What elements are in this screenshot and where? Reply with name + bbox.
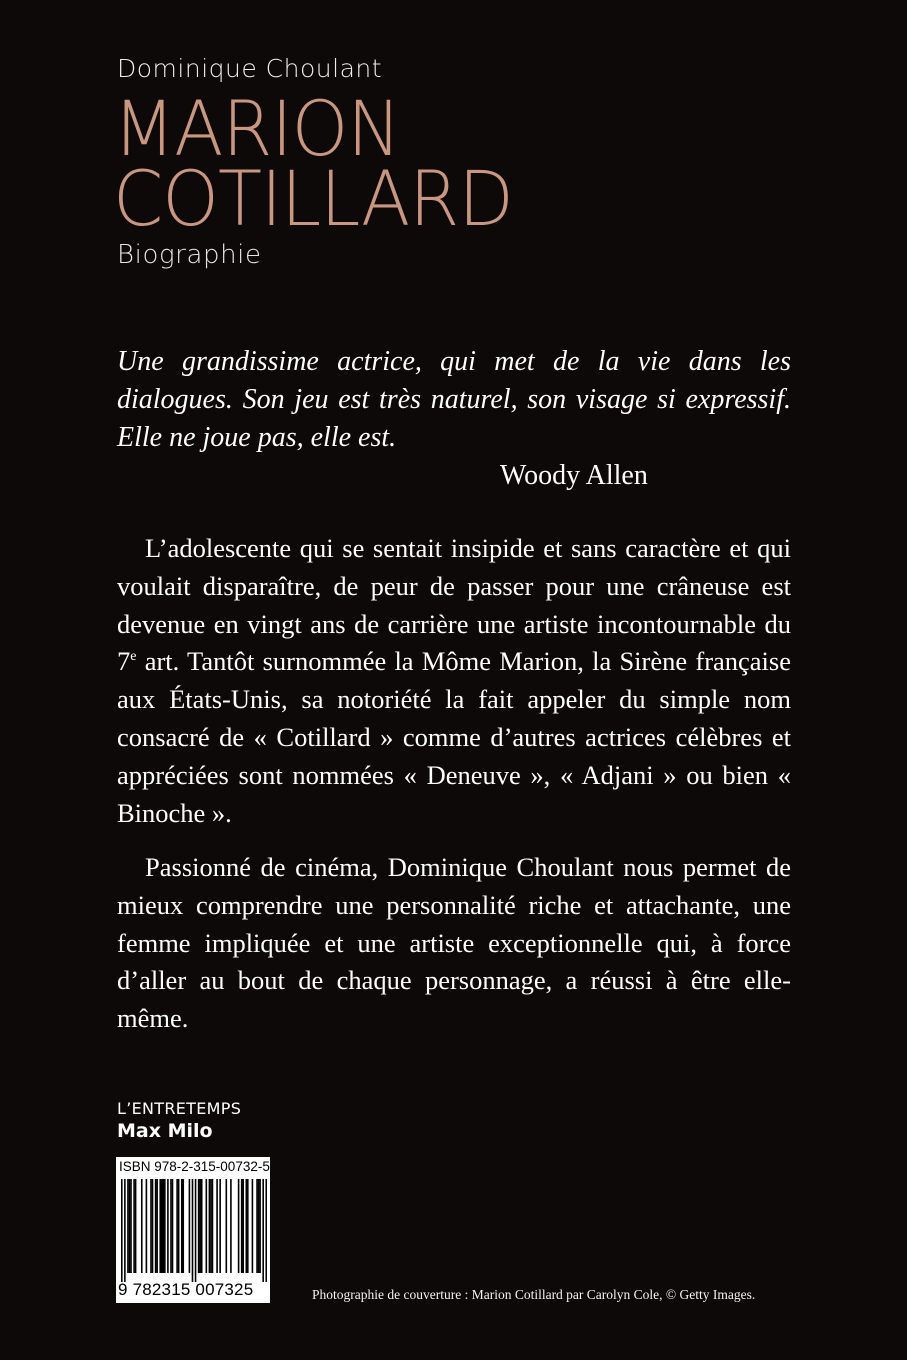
barcode-bar [242,1179,244,1273]
barcode-bar [226,1179,228,1273]
barcode-bar [176,1179,178,1273]
ean-digits: 9 782315 007325 [118,1280,254,1299]
barcode-bar [210,1179,212,1273]
barcode-bar [219,1179,221,1273]
barcode-bar [216,1179,218,1273]
barcode-bar [245,1179,247,1273]
barcode-bar [133,1179,135,1273]
barcode-bar [127,1179,129,1273]
barcode-bar [238,1179,240,1273]
barcode-bar [247,1179,249,1273]
barcode-bar [146,1179,148,1273]
barcode-bar [189,1179,191,1273]
publisher-name: Max Milo [117,1120,213,1142]
blurb-paragraph-2: Passionné de cinéma, Dominique Choulant nous permet de mieux comprendre une personnalité riche et attachante, une femme impliquée et une artiste exceptionnelle qui, à force d’aller au bout de chaque personnage, a réussi à être elle-même. [117,852,791,1034]
imprint-name: L’ENTRETEMPS [117,1099,242,1118]
barcode-bar [164,1179,166,1273]
barcode-bar [195,1179,197,1282]
barcode-bar [259,1179,261,1273]
photo-credit: Photographie de couverture : Marion Cotillard par Carolyn Cole, © Getty Images. [312,1287,756,1302]
barcode-bar [135,1179,137,1273]
barcode-bar [206,1179,208,1273]
title-line-2: COTILLARD [113,154,513,243]
barcode-bar [161,1179,163,1273]
barcode-bar [121,1179,123,1282]
barcode-bar [141,1179,143,1273]
publisher-block [117,1098,241,1142]
barcode-bar [162,1179,164,1273]
barcode-bar [256,1179,258,1273]
blurb-paragraph-1-text-b: art. Tantôt surnommée la Môme Marion, la Sirène française aux États-Unis, sa notoriété la fait appeler du simple nom consacré de « Cotillard » comme d’autres actrices célèbres et appréciées sont nommées « Deneuve », « Adjani » ou bien « Binoche ». [117,646,791,828]
barcode-bar [182,1179,184,1273]
barcode-bar [241,1179,243,1273]
barcode-bar [129,1179,131,1273]
isbn-label: ISBN 978-2-315-00732-5 [119,1159,270,1174]
ordinal-superscript: e [130,649,137,665]
author-name: Dominique Choulant [117,54,383,83]
barcode-bar [252,1179,254,1273]
barcode-box [116,1157,270,1303]
title-line-1: MARION [113,84,401,173]
barcode-bar [124,1179,126,1282]
barcode-bar [209,1179,211,1273]
barcode-bar [192,1179,194,1282]
barcode-bar [170,1179,172,1273]
barcode-bar [212,1179,214,1273]
book-title [113,84,513,243]
barcode-bar [172,1179,174,1273]
barcode-bar [150,1179,152,1273]
barcode-bar [167,1179,169,1273]
blurb-paragraph-1 [117,530,791,832]
epigraph-quote: Une grandissime actrice, qui met de la vie dans les dialogues. Son jeu est très naturel, son visage si expressif. Elle ne joue pas, elle est. [117,346,791,453]
barcode-bar [156,1179,158,1273]
barcode-bar [155,1179,157,1273]
barcode-bar [201,1179,203,1273]
barcode-bar [230,1179,232,1273]
barcode-bar [178,1179,180,1273]
barcode-bar [159,1179,161,1273]
barcode-bar [181,1179,183,1273]
barcode-bar [262,1179,264,1282]
genre-label: Biographie [117,240,262,270]
barcode-bar [265,1179,267,1282]
barcode-bar [152,1179,154,1273]
quote-attribution: Woody Allen [500,460,648,491]
blurb-paragraph-1-text-a: L’adolescente qui se sentait insipide et sans caractère et qui voulait disparaître, de peur de passer pour une crâneuse est devenue en vingt ans de carrière une artiste incontournable du 7 [117,533,791,677]
barcode-bar [198,1179,200,1273]
barcode-bars [121,1179,267,1282]
barcode-bar [130,1179,132,1273]
barcode-bar [258,1179,260,1273]
barcode-bar [199,1179,201,1273]
